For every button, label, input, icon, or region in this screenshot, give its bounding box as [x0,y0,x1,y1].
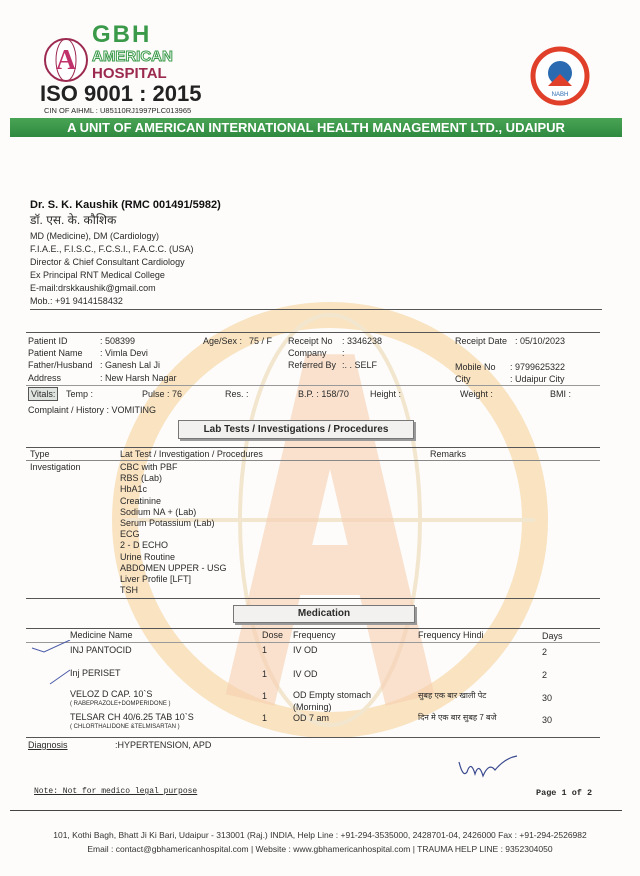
receipt-date: : 05/10/2023 [515,336,566,346]
vitals-pulse: Pulse : 76 [142,389,183,399]
lab-test-item: Serum Potassium (Lab) [120,518,215,529]
med-dose: 1 [262,713,268,723]
age-sex-label: Age/Sex : [203,336,243,346]
referred-by-label: Referred By [288,360,337,370]
mobile-label: Mobile No [455,362,496,372]
cin-number: CIN OF AIHML : U85110RJ1997PLC013965 [44,106,192,115]
legal-note: Note: Not for medico legal purpose [34,787,198,796]
doctor-signature [455,752,525,784]
lab-header-type: Type [30,449,50,459]
patient-id: : 508399 [100,336,136,346]
med-header-frequency-hindi: Frequency Hindi [418,630,484,640]
med-dose: 1 [262,645,268,655]
nabh-logo-icon [530,46,590,106]
lab-header-remarks: Remarks [430,449,467,459]
address: : New Harsh Nagar [100,373,177,383]
father-husband-label: Father/Husband [28,360,93,370]
doctor-designation: Director & Chief Consultant Cardiology [30,257,185,267]
patient-id-label: Patient ID [28,336,68,346]
age-sex: 75 / F [249,336,273,346]
doctor-qualification: MD (Medicine), DM (Cardiology) [30,231,160,241]
med-composition: ( RABEPRAZOLE+DOMPERIDONE ) [70,701,171,707]
med-frequency-hindi: दिन मे एक बार सुबह 7 बजे [418,713,497,722]
company-label: Company [288,348,327,358]
iso-cert: ISO 9001 : 2015 [40,81,202,106]
svg-text:A: A [55,45,77,76]
lab-test-item: Sodium NA + (Lab) [120,506,197,517]
doctor-fellowships: F.I.A.E., F.I.S.C., F.C.S.I., F.A.C.C. (USA) [30,244,194,254]
mobile: : 9799625322 [510,362,566,372]
med-header-frequency: Frequency [293,630,336,640]
pen-tick-marks [30,640,100,690]
vitals-height: Height : [370,389,402,399]
med-days: 30 [542,693,553,703]
logo-american: AMERICAN [92,48,173,65]
doctor-name: Dr. S. K. Kaushik (RMC 001491/5982) [30,199,221,211]
vitals-bmi: BMI : [550,389,572,399]
lab-test-item: Urine Routine [120,551,176,562]
med-composition: ( CHLORTHALIDONE &TELMISARTAN ) [70,724,180,730]
lab-section-title: Lab Tests / Investigations / Procedures [178,420,414,439]
lab-test-item: 2 - D ECHO [120,540,169,551]
complaint-history: Complaint / History : VOMITING [28,405,157,415]
vitals-weight: Weight : [460,389,493,399]
med-frequency: OD Empty stomach [293,690,372,700]
patient-name: : Vimla Devi [100,348,148,358]
diagnosis-label: Diagnosis [28,740,68,750]
med-name: Inj PERISET [70,668,121,678]
lab-test-item: CBC with PBF [120,462,178,472]
lab-test-item: ABDOMEN UPPER - USG [120,562,227,573]
referred-by: :. . SELF [342,360,378,370]
med-frequency-note: (Morning) [293,702,332,712]
logo-hospital: HOSPITAL [92,65,167,82]
parent-company-band: A UNIT OF AMERICAN INTERNATIONAL HEALTH MANAGEMENT LTD., UDAIPUR [10,118,622,137]
med-dose: 1 [262,691,268,701]
med-header-dose: Dose [262,630,284,640]
med-header-days: Days [542,631,563,641]
doctor-former-role: Ex Principal RNT Medical College [30,270,165,280]
vitals-bp: B.P. : 158/70 [298,389,349,399]
address-label: Address [28,373,62,383]
lab-test-item: HbA1c [120,484,148,495]
lab-type: Investigation [30,462,81,472]
lab-test-item: Liver Profile [LFT] [120,574,192,585]
vitals-res: Res. : [225,389,249,399]
company: : [342,348,345,358]
city: : Udaipur City [510,374,565,384]
med-frequency: IV OD [293,645,318,655]
med-days: 2 [542,670,548,680]
med-frequency: IV OD [293,669,318,679]
receipt-no-label: Receipt No [288,336,333,346]
svg-text:NABH: NABH [551,92,569,98]
med-name: VELOZ D CAP. 10`S [70,689,153,699]
father-husband: : Ganesh Lal Ji [100,360,161,370]
vitals-temp: Temp : [66,389,94,399]
lab-header-test: Lat Test / Investigation / Procedures [120,449,263,459]
med-dose: 1 [262,669,268,679]
patient-name-label: Patient Name [28,348,83,358]
med-days: 30 [542,715,553,725]
receipt-no: : 3346238 [342,336,383,346]
doctor-name-hindi: डॉ. एस. के. कौशिक [30,213,117,227]
med-header-name: Medicine Name [70,630,133,640]
footer-contact: Email : contact@gbhamericanhospital.com | Website : www.gbhamericanhospital.com | TRAUMA HELP LINE : 9352304050 [87,844,553,854]
lab-test-item: Creatinine [120,495,162,506]
receipt-date-label: Receipt Date [455,336,508,346]
med-name: INJ PANTOCID [70,645,132,655]
lab-test-item: RBS (Lab) [120,473,163,484]
lab-test-item: ECG [120,529,140,540]
logo-gbh: GBH [92,21,152,48]
med-frequency-hindi: सुबह एक बार खाली पेट [418,691,487,700]
doctor-email: E-mail:drskkaushik@gmail.com [30,283,156,293]
lab-test-item: TSH [120,585,138,596]
diagnosis-value: :HYPERTENSION, APD [115,740,212,750]
medication-section-title: Medication [233,605,415,623]
footer-address: 101, Kothi Bagh, Bhatt Ji Ki Bari, Udaipur - 313001 (Raj.) INDIA, Help Line : +91-294-3535000, 2428701-04, 2426000 Fax : +91-294-2526982 [53,830,587,840]
med-days: 2 [542,647,548,657]
med-name: TELSAR CH 40/6.25 TAB 10`S [70,712,194,722]
doctor-mobile: Mob.: +91 9414158432 [30,296,123,306]
city-label: City [455,374,471,384]
hospital-logo-icon [42,36,90,84]
vitals-label: Vitals: [28,387,58,401]
med-frequency: OD 7 am [293,713,330,723]
lab-test-list [120,462,227,596]
page-number: Page 1 of 2 [536,788,593,798]
